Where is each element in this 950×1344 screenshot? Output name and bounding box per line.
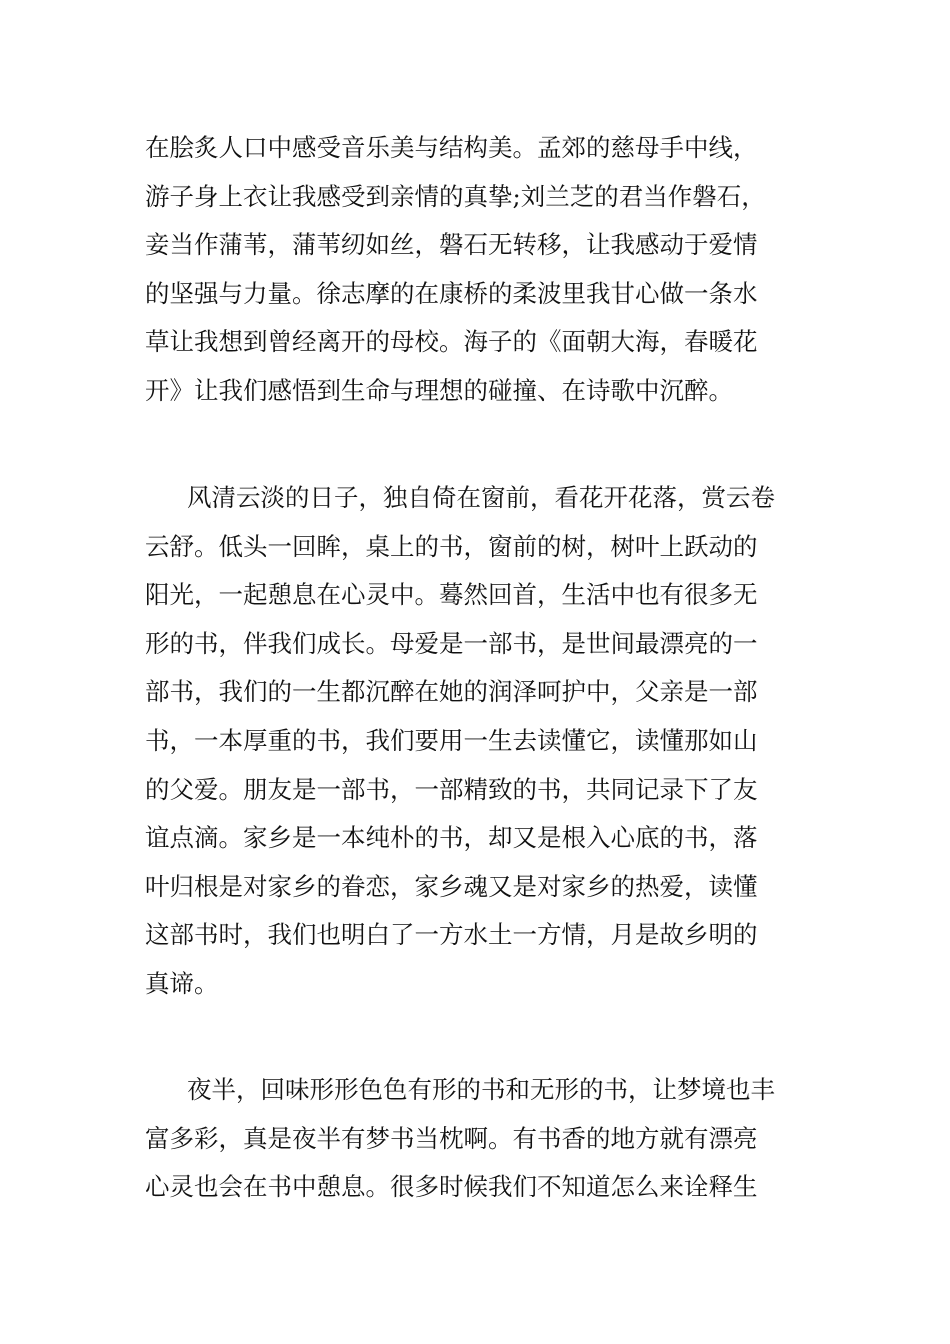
text-line: 的坚强与力量。徐志摩的在康桥的柔波里我甘心做一条水 (145, 278, 758, 308)
text-line: 游子身上衣让我感受到亲情的真挚;刘兰芝的君当作磐石， (145, 181, 766, 211)
paragraph-night-reflection (145, 1066, 810, 1212)
text-line: 云舒。低头一回眸，桌上的书，窗前的树，树叶上跃动的 (145, 531, 758, 561)
paragraph-invisible-books (145, 474, 810, 1009)
paragraph-poetry (145, 124, 810, 416)
text-line: 的父爱。朋友是一部书，一部精致的书，共同记录下了友 (145, 774, 758, 804)
text-line: 阳光，一起憩息在心灵中。蓦然回首，生活中也有很多无 (145, 580, 758, 610)
text-line: 富多彩，真是夜半有梦书当枕啊。有书香的地方就有漂亮 (145, 1123, 758, 1153)
text-line: 在脍炙人口中感受音乐美与结构美。孟郊的慈母手中线， (145, 133, 758, 162)
text-line: 谊点滴。家乡是一本纯朴的书，却又是根入心底的书，落 (145, 823, 758, 853)
text-line: 风清云淡的日子，独自倚在窗前，看花开花落，赏云卷 (187, 483, 775, 512)
text-line: 叶归根是对家乡的眷恋，家乡魂又是对家乡的热爱，读懂 (145, 871, 758, 901)
text-line: 这部书时，我们也明白了一方水土一方情，月是故乡明的 (145, 920, 758, 950)
text-line: 夜半，回味形形色色有形的书和无形的书，让梦境也丰 (187, 1075, 775, 1104)
text-line: 书，一本厚重的书，我们要用一生去读懂它，读懂那如山 (145, 725, 758, 755)
text-line: 部书，我们的一生都沉醉在她的润泽呵护中，父亲是一部 (145, 677, 758, 707)
text-line: 开》让我们感悟到生命与理想的碰撞、在诗歌中沉醉。 (145, 375, 733, 405)
text-line: 草让我想到曾经离开的母校。海子的《面朝大海，春暖花 (145, 327, 758, 357)
text-line: 妾当作蒲苇，蒲苇纫如丝，磐石无转移，让我感动于爱情 (145, 230, 758, 260)
text-line: 形的书，伴我们成长。母爱是一部书，是世间最漂亮的一 (145, 628, 758, 658)
text-line: 心灵也会在书中憩息。很多时候我们不知道怎么来诠释生 (145, 1172, 758, 1202)
text-line: 真谛。 (145, 968, 219, 998)
